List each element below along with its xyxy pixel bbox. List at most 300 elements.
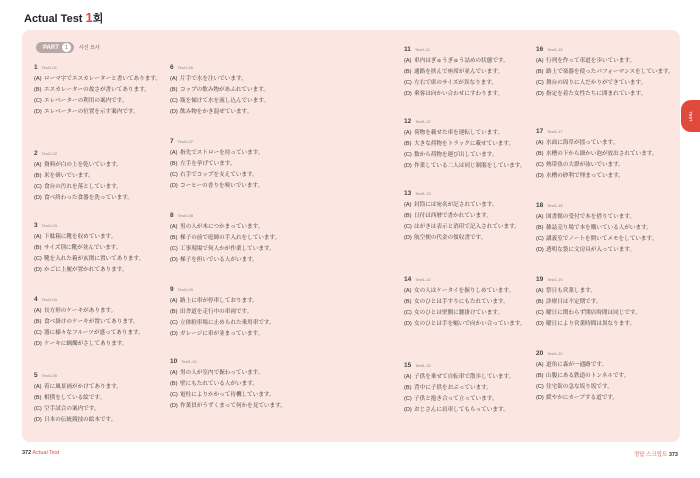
answer-option: [536, 308, 676, 319]
question-header: [536, 276, 676, 283]
option-letter: (B): [34, 319, 42, 325]
answer-option: [404, 139, 544, 150]
option-letter: (D): [34, 341, 42, 347]
question-16: [536, 46, 676, 100]
option-letter: (D): [34, 417, 42, 423]
question-13: [404, 190, 544, 244]
option-text: サイズ別に靴が並んでいます。: [44, 245, 122, 251]
audio-track-label: Test1-18: [547, 203, 563, 208]
question-1: [34, 64, 174, 118]
answer-option: [536, 138, 676, 149]
answer-option: [34, 404, 174, 415]
option-letter: (A): [170, 298, 178, 304]
question-5: [34, 372, 174, 426]
answer-option: [170, 159, 310, 170]
answer-option: [34, 254, 174, 265]
option-text: 通路を挟んで座席が並んでいます。: [414, 69, 504, 75]
answer-option: [404, 308, 544, 319]
audio-track-label: Test1-10: [181, 359, 197, 364]
part-subtitle: 사진 묘사: [78, 45, 100, 51]
option-letter: (D): [404, 407, 412, 413]
option-letter: (A): [170, 76, 178, 82]
option-letter: (A): [536, 288, 544, 294]
option-text: 住宅街の急な坂り坂です。: [546, 384, 613, 390]
question-4: [34, 296, 174, 350]
question-header: [170, 138, 310, 145]
option-letter: (C): [404, 80, 412, 86]
option-letter: (C): [34, 256, 42, 262]
option-letter: (C): [404, 224, 412, 230]
footer-right: [634, 450, 678, 458]
audio-track-label: Test1-13: [415, 191, 431, 196]
answer-option: [170, 148, 310, 159]
question-9: [170, 286, 310, 340]
option-letter: (B): [536, 69, 544, 75]
option-letter: (C): [404, 396, 412, 402]
option-letter: (C): [536, 384, 544, 390]
answer-option: [536, 286, 676, 297]
option-letter: (A): [536, 58, 544, 64]
answer-option: [170, 390, 310, 401]
option-text: 左右で席のサイズが異なります。: [414, 80, 498, 86]
option-text: 診療日は不定期です。: [546, 299, 602, 305]
option-text: かごに上履が置かれてあります。: [44, 267, 128, 273]
option-text: 日付は西暦で書かれています。: [414, 213, 492, 219]
answer-option: [34, 415, 174, 426]
page-title: [24, 10, 103, 26]
option-text: 電柱によりかかって待機しています。: [180, 392, 275, 398]
question-3: [34, 222, 174, 276]
option-letter: (B): [34, 395, 42, 401]
answer-option: [34, 96, 174, 107]
option-letter: (D): [170, 331, 178, 337]
option-letter: (A): [34, 76, 42, 82]
title-prefix: Actual Test: [24, 13, 83, 25]
footer-left-page: 372: [22, 450, 32, 456]
option-letter: (B): [170, 161, 178, 167]
answer-option: [34, 182, 174, 193]
option-text: 米を研いでいます。: [44, 173, 94, 179]
option-letter: (D): [536, 321, 544, 327]
option-letter: (D): [34, 109, 42, 115]
option-text: 立体駐車場に止められた乗用車です。: [180, 320, 275, 326]
option-letter: (D): [170, 109, 178, 115]
answer-option: [170, 379, 310, 390]
option-text: エレベーターの利用の案内です。: [44, 98, 128, 104]
answer-option: [404, 161, 544, 172]
question-number: 9: [170, 286, 174, 293]
title-suffix: 회: [92, 13, 104, 25]
question-number: 7: [170, 138, 174, 145]
option-letter: (B): [404, 141, 412, 147]
option-letter: (B): [404, 69, 412, 75]
option-text: 女の人はケータイを握りしめています。: [414, 288, 515, 294]
option-text: 数から荷物を運び出しています。: [414, 152, 498, 158]
option-text: 女のひとは手を幅いで向かい合っています。: [414, 321, 526, 327]
option-text: 男の人が木につかまっています。: [180, 224, 264, 230]
question-number: 11: [404, 46, 411, 53]
option-text: 曜日により営業時間は異なります。: [546, 321, 636, 327]
answer-option: [170, 96, 310, 107]
answer-option: [536, 56, 676, 67]
option-text: ケーキに蝋燭がさしてあります。: [44, 341, 128, 347]
answer-option: [170, 368, 310, 379]
question-12: [404, 118, 544, 172]
answer-option: [34, 85, 174, 96]
answer-option: [404, 89, 544, 100]
answer-option: [34, 160, 174, 171]
option-letter: (B): [170, 235, 178, 241]
option-text: 路上で楽器を使ったパフォーマンスをしています。: [546, 69, 674, 75]
option-text: 田舎道を走行中の車両です。: [180, 309, 253, 315]
option-text: 熱帯魚の大群が泳いでいます。: [546, 162, 624, 168]
answer-option: [34, 232, 174, 243]
answer-option: [170, 401, 310, 412]
question-17: [536, 128, 676, 182]
option-text: 指先でストローを持っています。: [180, 150, 264, 156]
answer-option: [34, 193, 174, 204]
option-letter: (C): [404, 152, 412, 158]
option-text: 作業員がうずくまって何かを見ています。: [180, 403, 286, 409]
option-letter: (B): [404, 385, 412, 391]
answer-option: [404, 78, 544, 89]
answer-option: [34, 265, 174, 276]
audio-track-label: Test1-15: [415, 363, 431, 368]
question-15: [404, 362, 544, 416]
question-6: [170, 64, 310, 118]
option-letter: (D): [34, 195, 42, 201]
answer-option: [404, 297, 544, 308]
answer-option: [404, 56, 544, 67]
option-letter: (B): [34, 245, 42, 251]
answer-option: [536, 223, 676, 234]
option-letter: (C): [404, 310, 412, 316]
question-header: [536, 128, 676, 135]
option-text: 長方形のケーキがあります。: [44, 308, 117, 314]
answer-option: [34, 317, 174, 328]
option-text: 子供を乗せて自転車で散歩しています。: [414, 374, 515, 380]
answer-option: [536, 297, 676, 308]
question-number: 18: [536, 202, 544, 209]
question-header: [404, 190, 544, 197]
option-text: 道角に森が一通路です。: [546, 362, 608, 368]
option-letter: (D): [536, 91, 544, 97]
option-letter: (D): [404, 235, 412, 241]
answer-option: [170, 233, 310, 244]
part-number: 1: [62, 43, 71, 52]
question-number: 16: [536, 46, 544, 53]
option-letter: (B): [170, 87, 178, 93]
question-header: [536, 350, 676, 357]
question-11: [404, 46, 544, 100]
answer-option: [170, 181, 310, 192]
option-letter: (C): [34, 406, 42, 412]
footer-right-page: 373: [668, 452, 678, 458]
question-number: 1: [34, 64, 38, 71]
answer-option: [536, 371, 676, 382]
answer-option: [34, 74, 174, 85]
audio-track-label: Test1-14: [415, 277, 431, 282]
answer-option: [34, 328, 174, 339]
question-number: 20: [536, 350, 544, 357]
answer-option: [170, 296, 310, 307]
question-number: 19: [536, 276, 544, 283]
audio-track-label: Test1-20: [547, 351, 563, 356]
option-text: 図書館の受付で本を借りています。: [546, 214, 636, 220]
option-letter: (D): [404, 163, 412, 169]
option-text: 雑誌売り場で本を購いている人がいます。: [546, 225, 652, 231]
question-14: [404, 276, 544, 330]
option-letter: (D): [170, 257, 178, 263]
answer-option: [404, 211, 544, 222]
audio-track-label: Test1-03: [41, 223, 57, 228]
question-header: [34, 64, 174, 71]
option-text: エレベーターの位置を示す案内です。: [44, 109, 139, 115]
option-text: 右手でコップを支えています。: [180, 172, 258, 178]
option-letter: (B): [170, 309, 178, 315]
option-letter: (C): [34, 330, 42, 336]
question-header: [170, 358, 310, 365]
option-letter: (D): [404, 321, 412, 327]
question-header: [170, 212, 310, 219]
option-text: 着に風景画がかけてあります。: [44, 384, 122, 390]
option-letter: (A): [34, 162, 42, 168]
question-header: [404, 276, 544, 283]
question-number: 6: [170, 64, 174, 71]
option-letter: (B): [404, 299, 412, 305]
answer-option: [170, 307, 310, 318]
side-tab[interactable]: [681, 100, 700, 132]
option-text: 子供と抱き合って立っています。: [414, 396, 498, 402]
question-19: [536, 276, 676, 330]
option-letter: (A): [170, 370, 178, 376]
answer-option: [170, 329, 310, 340]
question-header: [34, 372, 174, 379]
audio-track-label: Test1-16: [547, 47, 563, 52]
question-number: 3: [34, 222, 38, 229]
option-letter: (B): [536, 151, 544, 157]
option-text: 水槽の砂利で埋まっています。: [546, 173, 624, 179]
option-text: 靴を入れた箱が玄関に置いてあります。: [44, 256, 145, 262]
option-text: 山腹にある鉄道のトンネルです。: [546, 373, 630, 379]
option-text: おじさんに肩車してもらっています。: [414, 407, 509, 413]
option-letter: (A): [536, 362, 544, 368]
option-text: 封筒には宛名が記されています。: [414, 202, 498, 208]
audio-track-label: Test1-11: [414, 47, 430, 52]
answer-option: [536, 234, 676, 245]
option-text: はがきは表示と消印で記入されています。: [414, 224, 520, 230]
answer-option: [404, 67, 544, 78]
audio-track-label: Test1-05: [41, 373, 57, 378]
option-letter: (B): [404, 213, 412, 219]
option-text: 舞台の周りに人だかりができています。: [546, 80, 647, 86]
part-label: PART: [43, 44, 59, 51]
title-number: 1: [85, 10, 93, 25]
question-header: [34, 222, 174, 229]
answer-option: [404, 200, 544, 211]
option-text: 大きな荷物をトラックに載せています。: [414, 141, 515, 147]
option-text: 食べ終わった食器を洗っています。: [44, 195, 133, 201]
answer-option: [34, 171, 174, 182]
option-letter: (C): [34, 98, 42, 104]
option-letter: (D): [170, 183, 178, 189]
option-text: 日本の伝統競技の絵本です。: [44, 417, 117, 423]
option-letter: (C): [170, 320, 178, 326]
option-letter: (A): [170, 224, 178, 230]
option-letter: (A): [536, 140, 544, 146]
option-letter: (A): [34, 384, 42, 390]
audio-track-label: Test1-08: [177, 213, 193, 218]
answer-option: [404, 405, 544, 416]
question-header: [34, 296, 174, 303]
option-text: 食べ掛けのケーキが置いてあります。: [44, 319, 139, 325]
option-letter: (B): [170, 381, 178, 387]
answer-option: [536, 67, 676, 78]
option-text: ガレージに車が並まっています。: [180, 331, 264, 337]
footer-right-label: 정답 스크립트: [633, 452, 668, 458]
answer-option: [404, 383, 544, 394]
option-text: 車内はぎゅうぎゅう詰めの状態です。: [414, 58, 509, 64]
option-letter: (D): [536, 173, 544, 179]
audio-track-label: Test1-07: [177, 139, 193, 144]
option-text: 行列を作って車道を歩いています。: [546, 58, 636, 64]
option-letter: (C): [536, 236, 544, 242]
answer-option: [170, 107, 310, 118]
option-text: 背中に子供をおぶっています。: [414, 385, 492, 391]
answer-option: [536, 78, 676, 89]
option-letter: (A): [34, 308, 42, 314]
answer-option: [404, 233, 544, 244]
option-letter: (B): [536, 373, 544, 379]
option-letter: (A): [404, 288, 412, 294]
part-pill: [36, 42, 74, 53]
option-letter: (A): [34, 234, 42, 240]
option-text: 左手を挙げています。: [180, 161, 236, 167]
footer-left-label: Actual Test: [32, 450, 60, 456]
answer-option: [536, 89, 676, 100]
answer-option: [536, 212, 676, 223]
answer-option: [536, 382, 676, 393]
option-text: 梯子の前で庭師の手入れをしています。: [180, 235, 281, 241]
answer-option: [34, 393, 174, 404]
option-letter: (C): [170, 246, 178, 252]
option-text: ローマ字でエスカレーターと書いてあります。: [44, 76, 162, 82]
option-text: 下駄箱に靴を収めています。: [44, 234, 117, 240]
option-text: 梯子を担いでいる人がいます。: [180, 257, 258, 263]
option-text: コップの飲み物があふれています。: [180, 87, 269, 93]
question-header: [536, 202, 676, 209]
question-number: 4: [34, 296, 38, 303]
question-number: 15: [404, 362, 412, 369]
question-number: 12: [404, 118, 412, 125]
audio-track-label: Test1-09: [177, 287, 193, 292]
option-text: 透明な袋に文房具が入っています。: [546, 247, 636, 253]
question-header: [34, 150, 174, 157]
option-letter: (D): [34, 267, 42, 273]
answer-option: [536, 171, 676, 182]
question-header: [170, 64, 310, 71]
answer-option: [536, 393, 676, 404]
question-2: [34, 150, 174, 204]
answer-option: [170, 255, 310, 266]
question-10: [170, 358, 310, 412]
option-letter: (D): [536, 395, 544, 401]
question-header: [170, 286, 310, 293]
audio-track-label: Test1-06: [177, 65, 193, 70]
option-text: 緩やかにカーブする道です。: [546, 395, 618, 401]
option-text: 食台の汚れを落としています。: [44, 184, 122, 190]
answer-option: [34, 339, 174, 350]
answer-option: [536, 149, 676, 160]
option-text: 片手で水を注いでいます。: [180, 76, 247, 82]
question-18: [536, 202, 676, 256]
option-letter: (D): [536, 247, 544, 253]
option-text: 男の人が室内で握わっています。: [180, 370, 264, 376]
answer-option: [170, 74, 310, 85]
option-text: 相撲をしている絵です。: [44, 395, 106, 401]
option-text: 航空便の代金の領収書です。: [414, 235, 487, 241]
question-20: [536, 350, 676, 404]
option-text: 指定を着た女性たちに囲まれています。: [546, 91, 647, 97]
question-8: [170, 212, 310, 266]
audio-track-label: Test1-01: [41, 65, 57, 70]
answer-option: [170, 170, 310, 181]
answer-option: [170, 244, 310, 255]
answer-option: [170, 222, 310, 233]
option-letter: (B): [34, 173, 42, 179]
question-number: 17: [536, 128, 544, 135]
option-letter: (A): [404, 58, 412, 64]
question-number: 14: [404, 276, 412, 283]
answer-option: [404, 286, 544, 297]
option-text: 曜日に関わらず開店時間は同じです。: [546, 310, 641, 316]
option-text: 祭日も営業します。: [546, 288, 596, 294]
option-letter: (D): [170, 403, 178, 409]
option-text: コーヒーの香りを嗅いでいます。: [180, 183, 264, 189]
answer-option: [404, 150, 544, 161]
option-letter: (A): [536, 214, 544, 220]
answer-option: [404, 128, 544, 139]
option-text: 空手試合の案内です。: [44, 406, 100, 412]
option-text: 瓶を傾けて水を流し込んでいます。: [180, 98, 270, 104]
audio-track-label: Test1-12: [415, 119, 431, 124]
option-letter: (B): [34, 87, 42, 93]
answer-option: [34, 107, 174, 118]
option-letter: (A): [170, 150, 178, 156]
question-header: [404, 362, 544, 369]
side-tab-label: TEST: [688, 110, 694, 122]
question-number: 8: [170, 212, 174, 219]
option-text: 女のひとは手すりにもたれています。: [414, 299, 509, 305]
option-text: 資料が白の上を乾いています。: [44, 162, 122, 168]
answer-option: [404, 372, 544, 383]
answer-option: [536, 160, 676, 171]
answer-option: [170, 85, 310, 96]
option-text: 水面に海草が揺っています。: [546, 140, 619, 146]
answer-option: [536, 319, 676, 330]
question-number: 13: [404, 190, 412, 197]
question-7: [170, 138, 310, 192]
question-number: 10: [170, 358, 178, 365]
option-letter: (C): [34, 184, 42, 190]
option-text: 荷物を載せた車を運転しています。: [414, 130, 504, 136]
answer-option: [404, 319, 544, 330]
question-header: [404, 118, 544, 125]
option-text: 作業している二人は同じ制服をしています。: [414, 163, 526, 169]
answer-option: [170, 318, 310, 329]
option-text: 器に様々なフルーツが盛ってあります。: [44, 330, 144, 336]
option-letter: (C): [536, 80, 544, 86]
